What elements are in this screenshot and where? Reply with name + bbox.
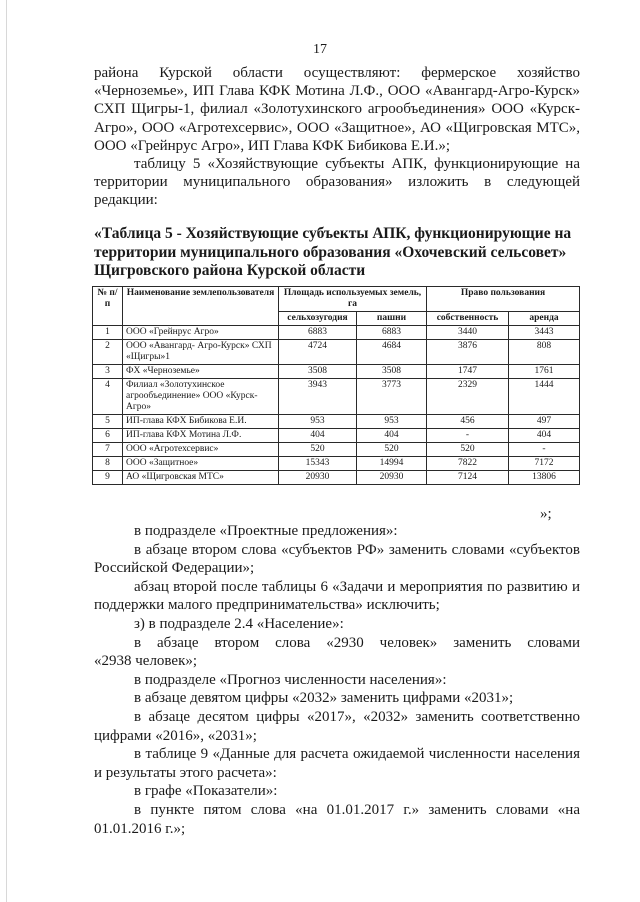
row-rent: 13806 [509, 471, 580, 485]
amendment-line: абзац второй после таблицы 6 «Задачи и мероприятия по развитию и [134, 578, 580, 595]
row-arable: 6883 [357, 326, 427, 340]
row-number: 2 [93, 340, 123, 365]
intro-line: СХП Щигры-1, филиал «Золотухинского агрообъединения» ООО «Курск- [94, 101, 580, 118]
row-own: 7822 [427, 457, 509, 471]
row-name: ООО «Грейнрус Агро» [123, 326, 279, 340]
amendment-line: в подразделе «Проектные предложения»: [134, 523, 398, 539]
amendment-line: «2938 человек»; [94, 653, 198, 670]
amendment-line: 01.01.2016 г.»; [94, 820, 186, 837]
intro-line: территории муниципального образования» изложить в следующей [94, 174, 580, 191]
row-rent: - [509, 443, 580, 457]
row-own: - [427, 429, 509, 443]
table-row [93, 340, 580, 365]
subheader-agri: сельхозугодия [279, 312, 357, 326]
table-row [93, 365, 580, 379]
row-agri: 4724 [279, 340, 357, 365]
table-title-line: территории муниципального образования «Охочевский сельсовет» [94, 243, 567, 261]
table-row [93, 379, 580, 415]
row-rent: 3443 [509, 326, 580, 340]
amendment-line: з) в подразделе 2.4 «Население»: [134, 615, 344, 632]
subheader-own: собственность [427, 312, 509, 326]
row-agri: 3508 [279, 365, 357, 379]
intro-line: «Черноземье», ИП Глава КФК Мотина Л.Ф., ООО «Авангард-Агро-Курск» [94, 83, 580, 100]
header-number: № п/п [93, 287, 123, 326]
row-agri: 520 [279, 443, 357, 457]
amendment-line: в абзаце втором слова «2930 человек» заменить словами [134, 634, 580, 651]
row-own: 456 [427, 415, 509, 429]
row-name: ИП-глава КФХ Мотина Л.Ф. [123, 429, 279, 443]
row-own: 7124 [427, 471, 509, 485]
row-name: ФХ «Черноземье» [123, 365, 279, 379]
row-number: 3 [93, 365, 123, 379]
amendment-line: в абзаце втором слова «субъектов РФ» заменить словами «субъектов [134, 541, 580, 558]
row-arable: 3773 [357, 379, 427, 415]
row-name: АО «Щигровская МТС» [123, 471, 279, 485]
row-own: 1747 [427, 365, 509, 379]
row-name: Филиал «Золотухинское агрообъединение» ООО «Курск-Агро» [123, 379, 279, 415]
intro-line: района Курской области осуществляют: фермерское хозяйство [94, 65, 580, 81]
table-title-line: «Таблица 5 - Хозяйствующие субъекты АПК, функционирующие на [94, 225, 572, 242]
amendment-line: в графе «Показатели»: [134, 783, 278, 800]
amendment-line: поддержки малого предпринимательства» исключить; [94, 597, 440, 614]
subheader-rent: аренда [509, 312, 580, 326]
row-name: ООО «Агротехсервис» [123, 443, 279, 457]
row-agri: 6883 [279, 326, 357, 340]
row-agri: 15343 [279, 457, 357, 471]
amendment-line: Российской Федерации»; [94, 560, 255, 577]
header-name: Наименование землепользователя [123, 287, 279, 326]
intro-line: таблицу 5 «Хозяйствующие субъекты АПК, функционирующие на [134, 156, 580, 173]
row-rent: 808 [509, 340, 580, 365]
table-row [93, 326, 580, 340]
row-arable: 953 [357, 415, 427, 429]
row-rent: 1761 [509, 365, 580, 379]
row-number: 6 [93, 429, 123, 443]
row-name: ООО «Авангард- Агро-Курск» СХП «Щигры»1 [123, 340, 279, 365]
page-number: 17 [313, 42, 327, 57]
amendment-line: и результаты этого расчета»: [94, 764, 277, 781]
row-number: 7 [93, 443, 123, 457]
row-agri: 3943 [279, 379, 357, 415]
table-row [93, 457, 580, 471]
amendments-text [94, 522, 580, 838]
row-own: 2329 [427, 379, 509, 415]
agro-entities-table [92, 286, 580, 485]
row-arable: 404 [357, 429, 427, 443]
row-arable: 14994 [357, 457, 427, 471]
row-name: ИП-глава КФХ Бибикова Е.И. [123, 415, 279, 429]
row-rent: 1444 [509, 379, 580, 415]
row-name: ООО «Защитное» [123, 457, 279, 471]
row-rent: 497 [509, 415, 580, 429]
table-title-line: Щигровского района Курской области [94, 262, 366, 279]
table-row [93, 429, 580, 443]
row-rent: 7172 [509, 457, 580, 471]
intro-line: редакции: [94, 192, 158, 209]
intro-paragraph [94, 64, 580, 210]
row-own: 3440 [427, 326, 509, 340]
row-arable: 20930 [357, 471, 427, 485]
amendment-line: в абзаце девятом цифры «2032» заменить цифрами «2031»; [134, 690, 514, 707]
row-arable: 4684 [357, 340, 427, 365]
row-arable: 520 [357, 443, 427, 457]
row-number: 1 [93, 326, 123, 340]
subheader-arable: пашни [357, 312, 427, 326]
row-number: 9 [93, 471, 123, 485]
amendment-line: в подразделе «Прогноз численности населения»: [134, 671, 447, 688]
table-header-row [93, 287, 580, 312]
header-area: Площадь используемых земель, га [279, 287, 427, 312]
header-right: Право пользования [427, 287, 580, 312]
table-closing-quote: »; [540, 506, 552, 522]
scan-edge-line [6, 0, 7, 902]
row-agri: 20930 [279, 471, 357, 485]
row-own: 520 [427, 443, 509, 457]
intro-line: Агро», ООО «Агротехсервис», ООО «Защитное», АО «Щигровская МТС», [94, 119, 580, 136]
row-number: 8 [93, 457, 123, 471]
row-agri: 404 [279, 429, 357, 443]
table-body [93, 326, 580, 485]
intro-line: ООО «Грейнрус Агро», ИП Глава КФК Бибикова Е.И.»; [94, 137, 451, 154]
amendment-line: в таблице 9 «Данные для расчета ожидаемой численности населения [134, 746, 580, 763]
table-title [94, 225, 580, 281]
row-own: 3876 [427, 340, 509, 365]
amendment-line: цифрами «2016», «2031»; [94, 727, 257, 744]
amendment-line: в абзаце десятом цифры «2017», «2032» заменить соответственно [134, 708, 580, 725]
table-row [93, 415, 580, 429]
table-row [93, 471, 580, 485]
table-row [93, 443, 580, 457]
row-rent: 404 [509, 429, 580, 443]
amendment-line: в пункте пятом слова «на 01.01.2017 г.» заменить словами «на [134, 801, 580, 818]
row-arable: 3508 [357, 365, 427, 379]
row-number: 4 [93, 379, 123, 415]
row-agri: 953 [279, 415, 357, 429]
row-number: 5 [93, 415, 123, 429]
